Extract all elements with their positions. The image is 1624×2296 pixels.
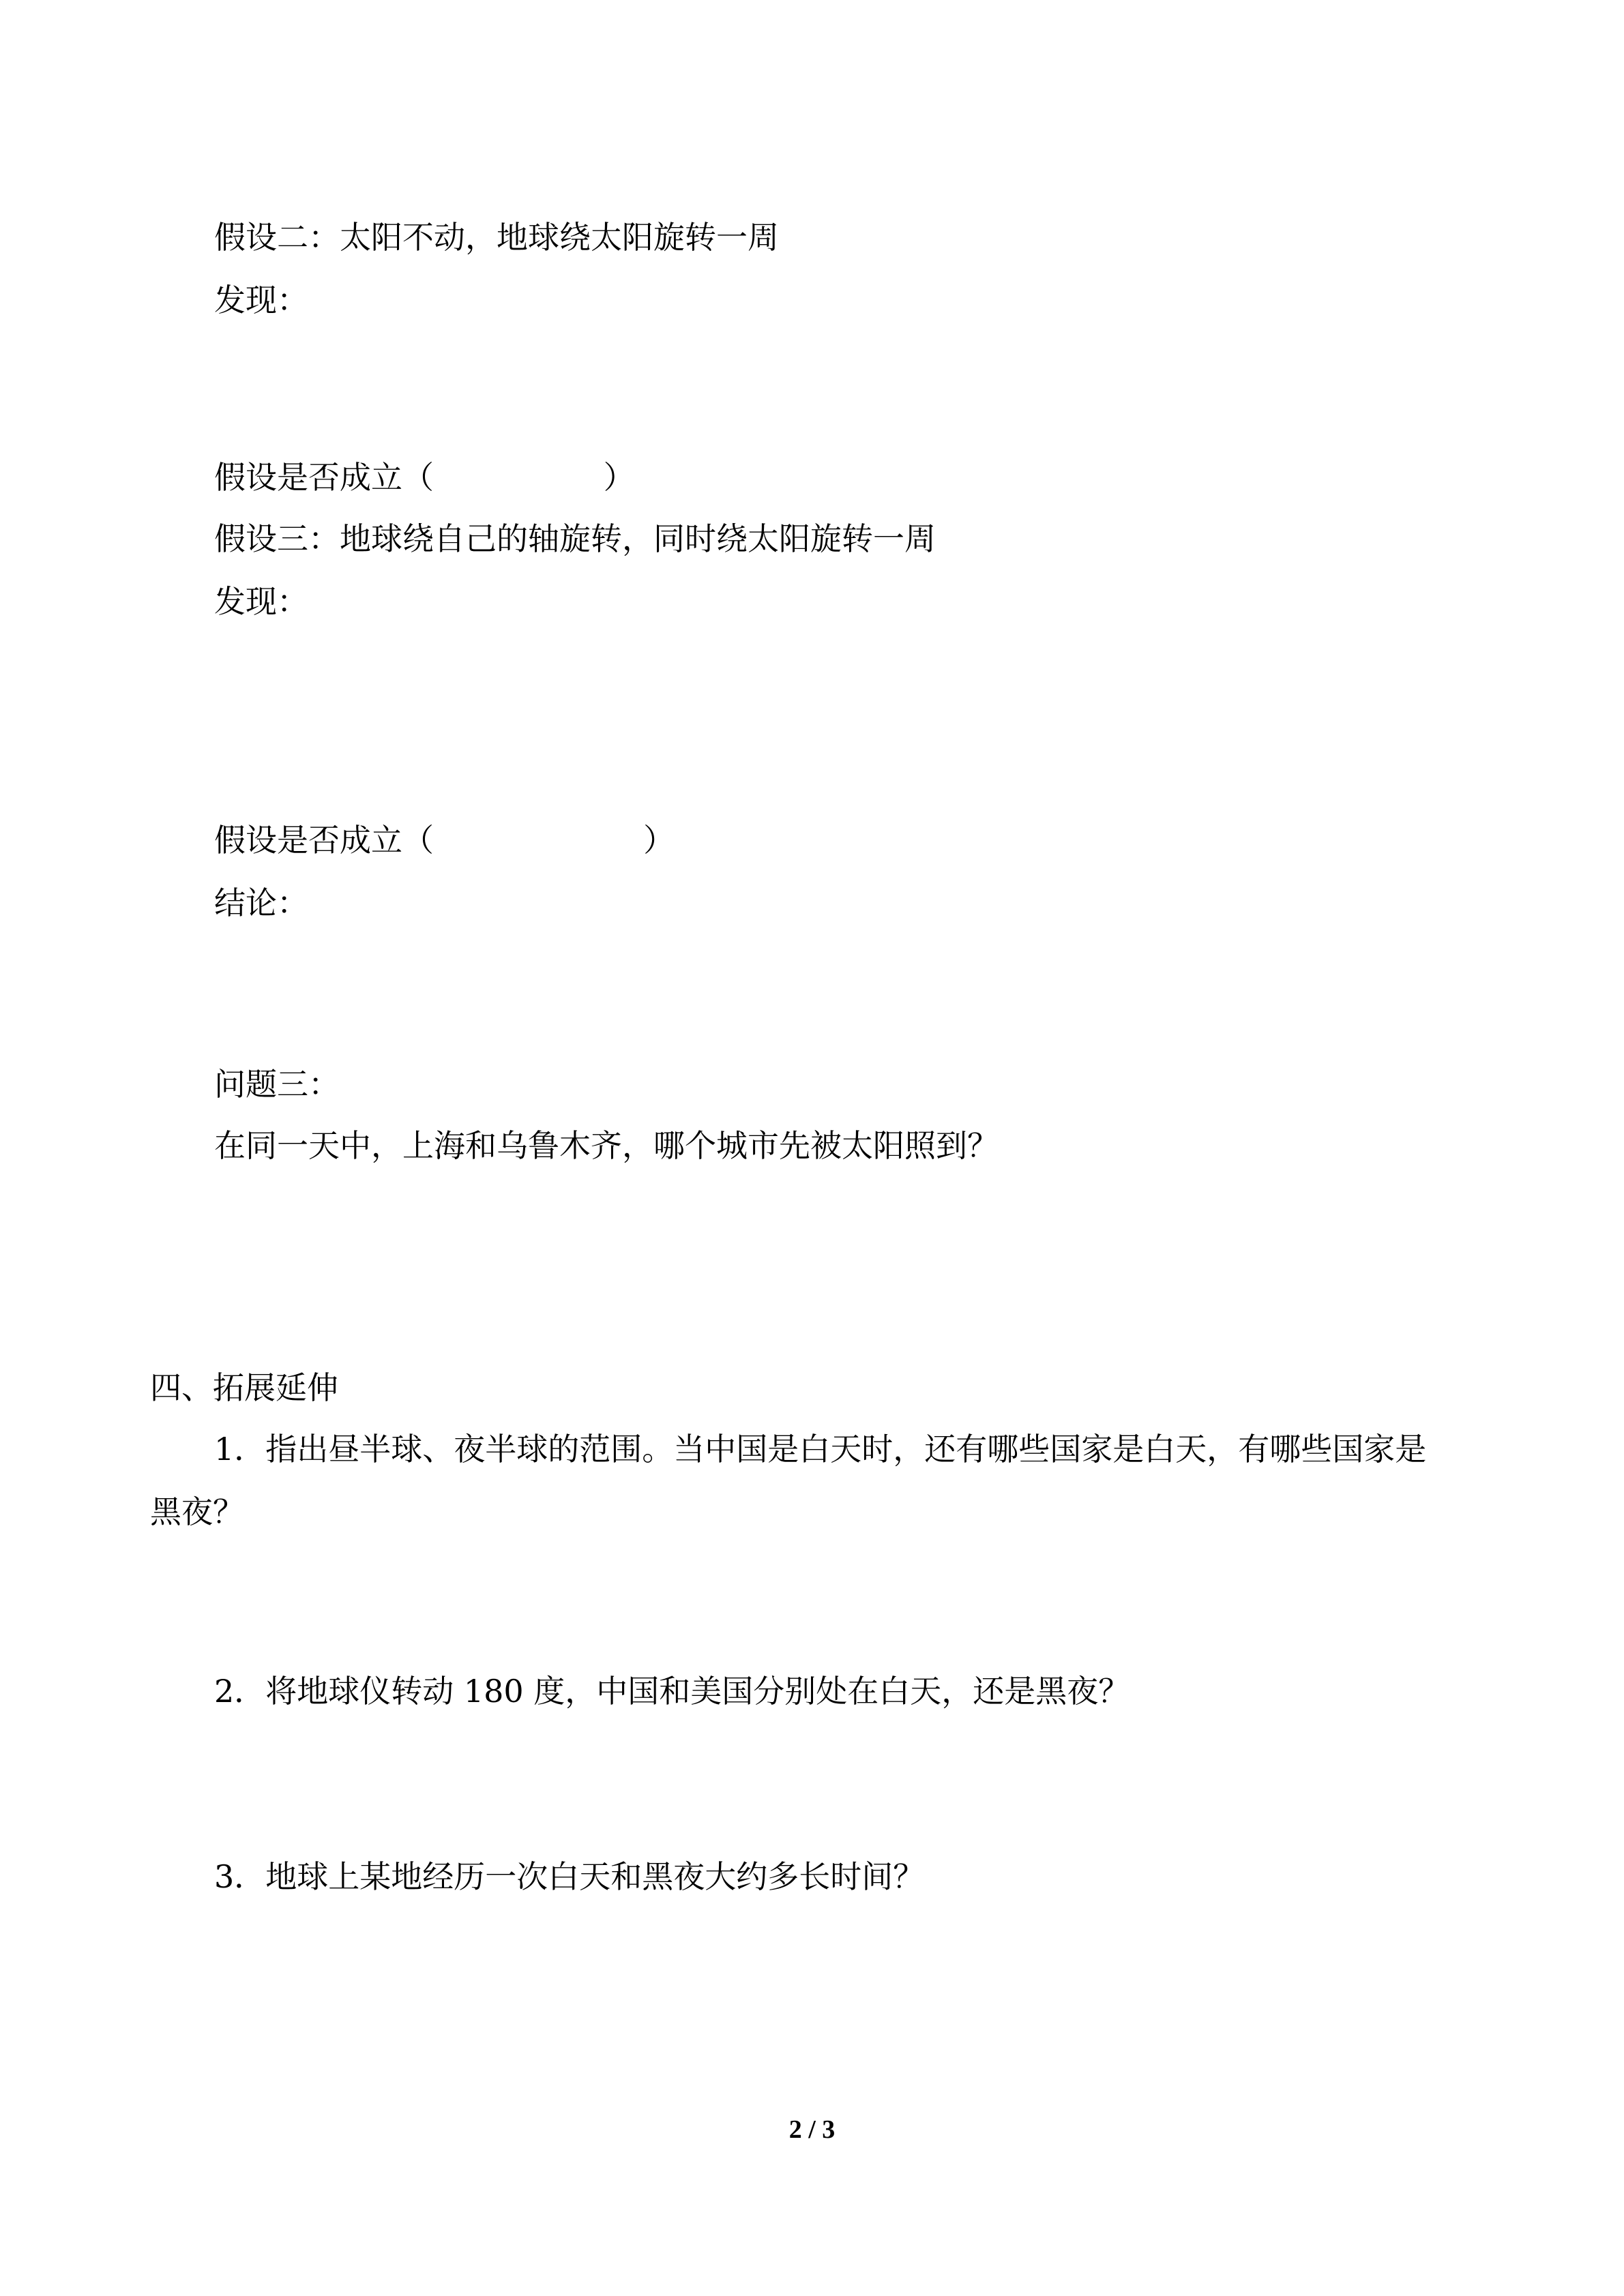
- question-3-label: 问题三：: [214, 1066, 340, 1103]
- extension-item-3: 3．地球上某地经历一次白天和黑夜大约多长时间？: [214, 1858, 925, 1895]
- hypothesis-2-finding-label: 发现：: [214, 282, 308, 318]
- hypothesis-3-finding-label: 发现：: [214, 583, 308, 620]
- hypothesis-3-title: 假设三：地球绕自己的轴旋转，同时绕太阳旋转一周: [214, 520, 936, 557]
- hypothesis-2-title: 假设二：太阳不动，地球绕太阳旋转一周: [214, 219, 779, 256]
- section-4-heading: 四、拓展延伸: [150, 1369, 338, 1406]
- extension-item-1-line-1: 1．指出昼半球、夜半球的范围。当中国是白天时，还有哪些国家是白天，有哪些国家是: [214, 1431, 1427, 1467]
- extension-item-1-line-2: 黑夜？: [150, 1493, 244, 1530]
- question-3-text: 在同一天中，上海和乌鲁木齐，哪个城市先被太阳照到？: [214, 1127, 999, 1164]
- hypothesis-2-valid-label: 假设是否成立（ ）: [214, 459, 635, 496]
- hypothesis-3-valid-label: 假设是否成立（ ）: [214, 822, 675, 859]
- page-number: 2 / 3: [788, 2115, 836, 2144]
- extension-item-2: 2．将地球仪转动 180 度，中国和美国分别处在白天，还是黑夜？: [214, 1673, 1130, 1710]
- conclusion-label: 结论：: [214, 884, 308, 921]
